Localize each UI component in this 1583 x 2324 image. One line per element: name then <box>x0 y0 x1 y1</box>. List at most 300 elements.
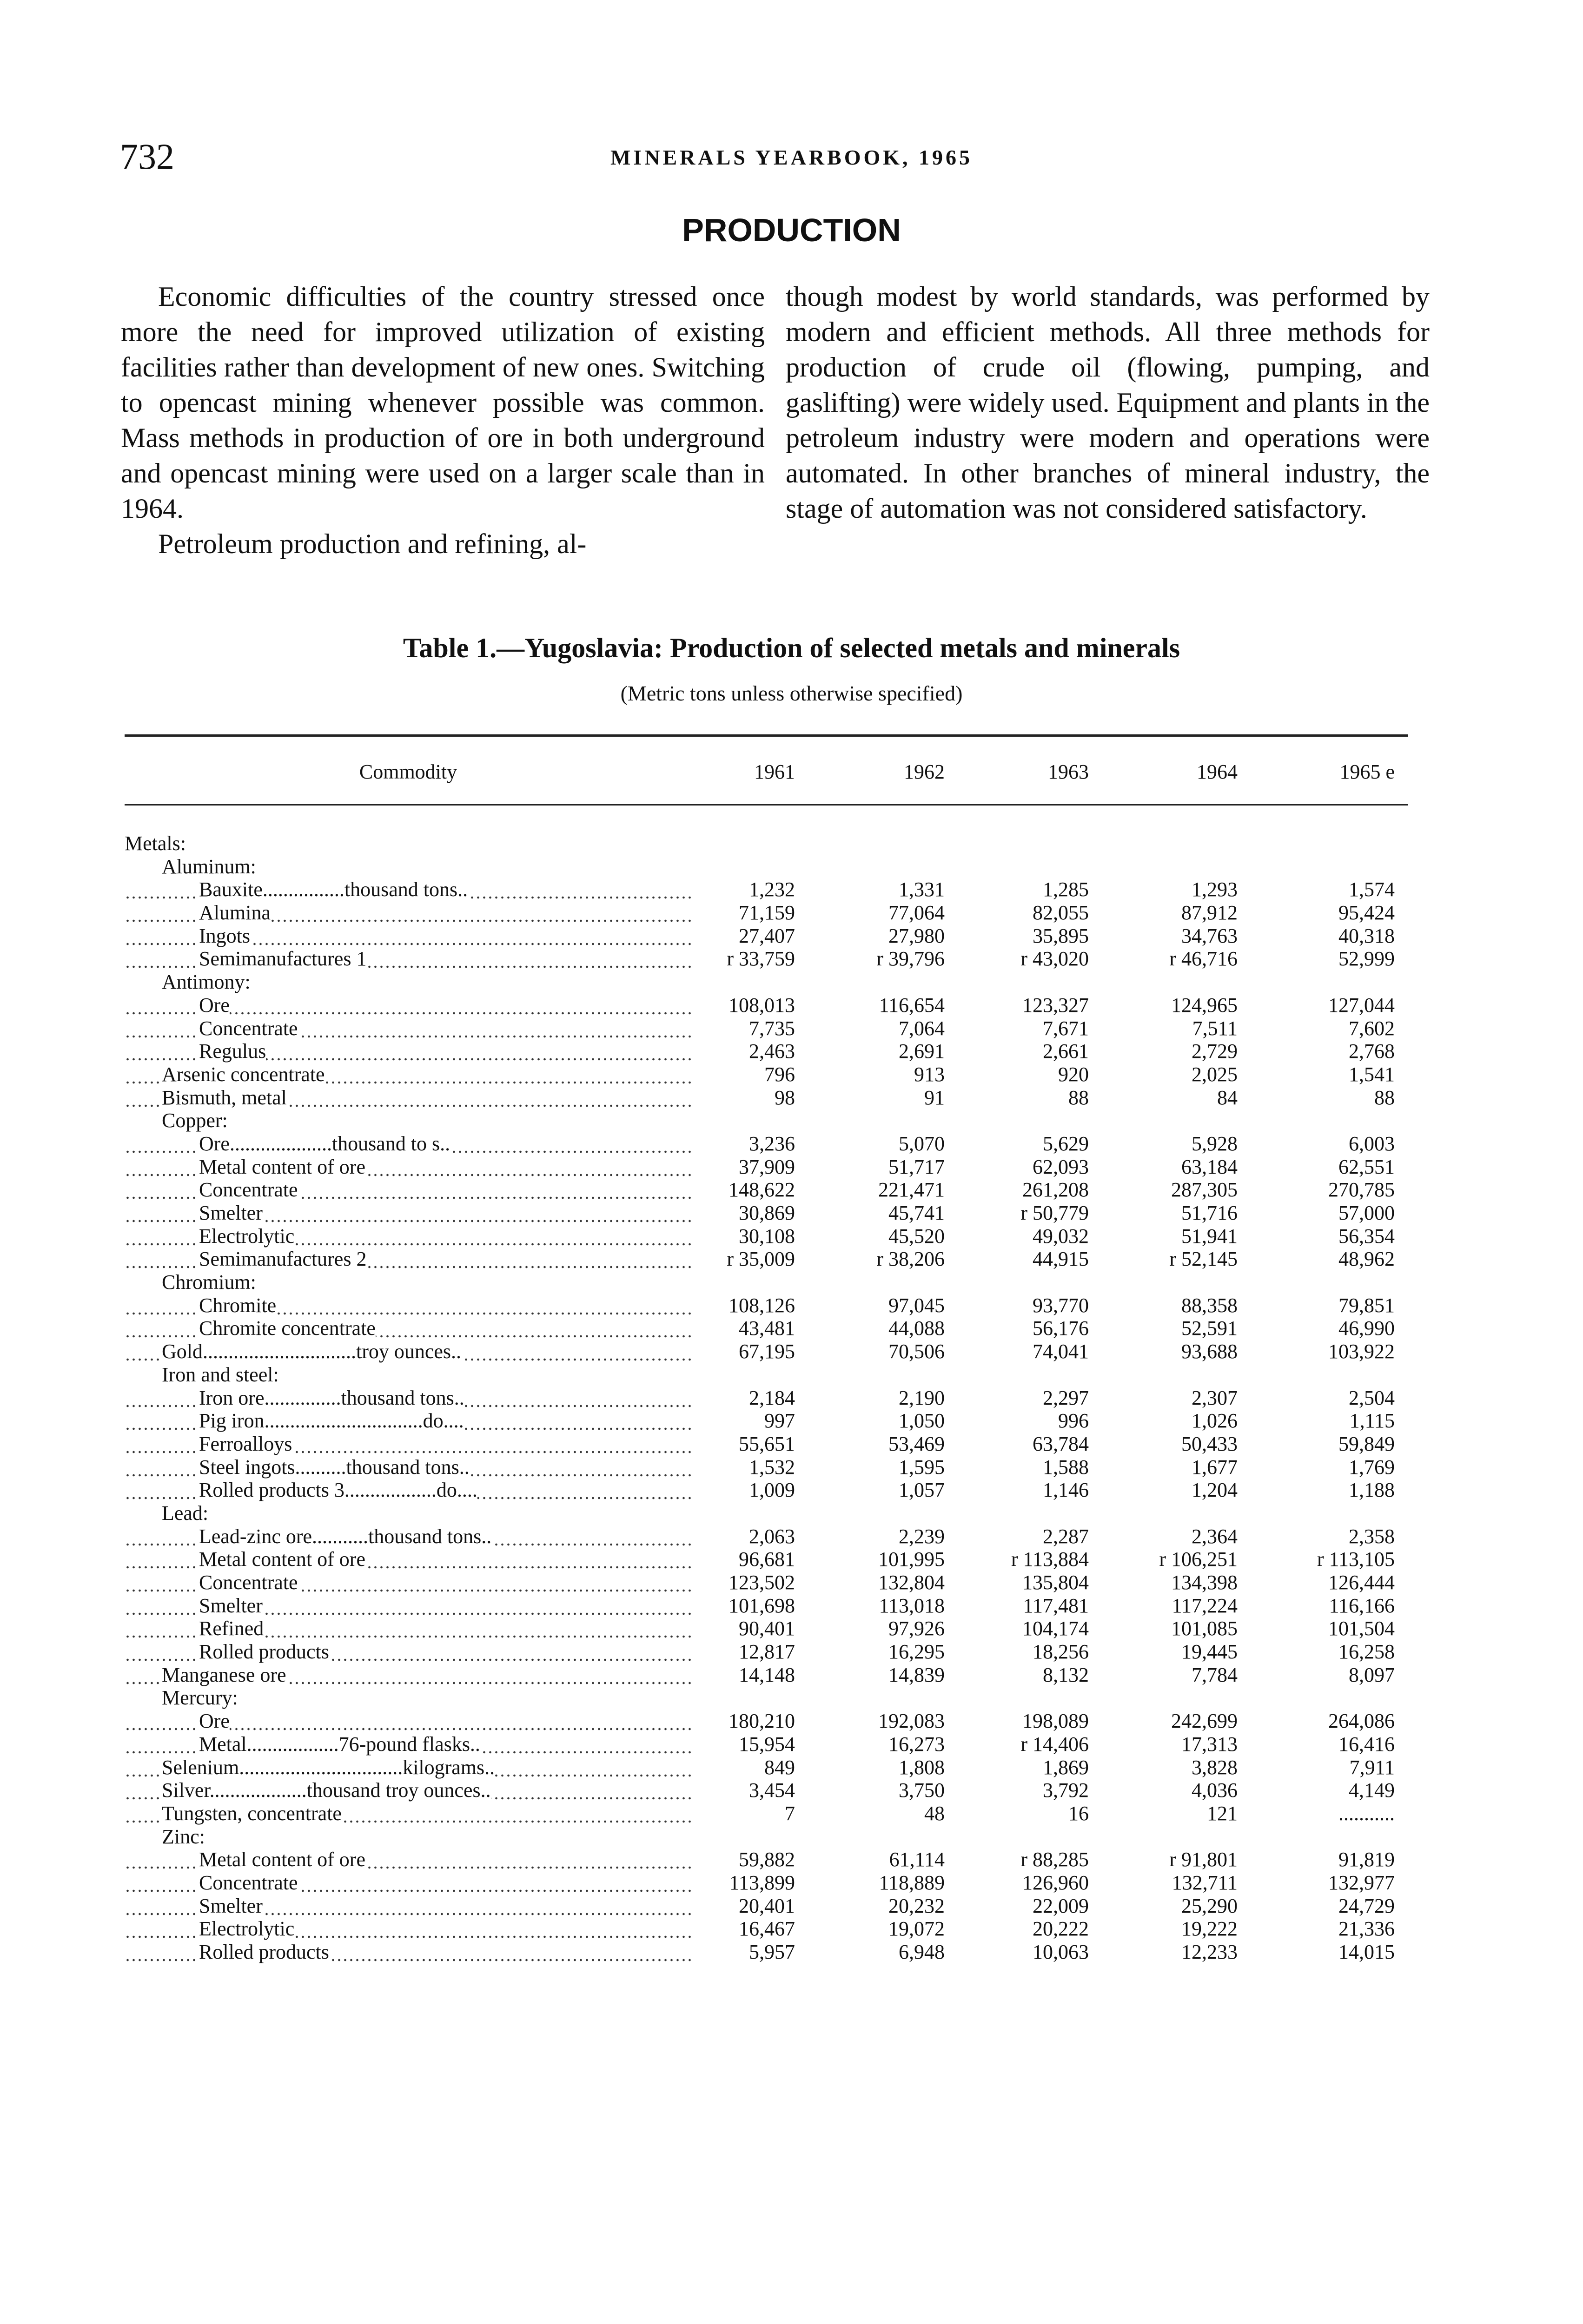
row-label <box>125 1710 692 1733</box>
cell-value: 6,948 <box>899 1941 945 1963</box>
table-row <box>125 1132 1408 1155</box>
cell-value: 2,063 <box>749 1525 795 1548</box>
cell-value: 2,691 <box>899 1040 945 1063</box>
cell-value: 88,358 <box>1181 1294 1238 1317</box>
cell-value: 44,915 <box>1033 1248 1089 1271</box>
cell-value: 16,273 <box>888 1732 945 1756</box>
cell-value: 1,057 <box>899 1479 945 1502</box>
cell-value: 1,050 <box>899 1409 945 1433</box>
cell-value: r 113,105 <box>1317 1548 1395 1571</box>
cell-value: 2,504 <box>1349 1386 1395 1409</box>
cell-value: 71,159 <box>739 901 795 924</box>
right-paragraph-1: though modest by world standards, was performed by modern and efficient methods. All three methods for production of crude oil (flowing, pumping, and gaslifting) were widely used. Equipment and plants in the petroleum industry were modern and operations were automated. In other branches of mineral industry, the stage of automation was not considered satisfactory. <box>786 281 1430 524</box>
cell-value: 1,588 <box>1043 1455 1089 1479</box>
cell-value: 30,869 <box>739 1202 795 1224</box>
cell-value: 45,741 <box>888 1202 945 1224</box>
row-label <box>125 1040 692 1063</box>
row-label-text: Rolled products 3..................do.... <box>199 1479 477 1502</box>
cell-value: 19,222 <box>1181 1917 1238 1941</box>
cell-value: 7,064 <box>899 1017 945 1040</box>
table-row <box>125 1571 1408 1594</box>
table-row <box>125 1086 1408 1109</box>
cell-value: 55,651 <box>739 1432 795 1455</box>
table-title: Table 1.—Yugoslavia: Production of selected metals and minerals <box>403 633 1180 663</box>
cell-value: 24,729 <box>1338 1894 1395 1917</box>
row-label-text: Zinc: <box>162 1825 205 1848</box>
cell-value: 45,520 <box>888 1224 945 1248</box>
cell-value: 264,086 <box>1328 1710 1395 1733</box>
table-row <box>125 1109 1408 1132</box>
row-label <box>125 1017 692 1040</box>
row-label-text: Chromium: <box>162 1271 256 1294</box>
table-row <box>125 1386 1408 1410</box>
row-label-text: Metal content of ore <box>199 1548 365 1571</box>
cell-value: 22,009 <box>1033 1894 1089 1917</box>
cell-value: ........... <box>1338 1802 1395 1825</box>
row-label-text: Metal content of ore <box>199 1155 365 1178</box>
cell-value: 1,285 <box>1043 878 1089 901</box>
cell-value: 123,502 <box>729 1571 795 1594</box>
cell-value: 7,602 <box>1349 1017 1395 1040</box>
row-label <box>125 947 692 971</box>
cell-value: r 50,779 <box>1020 1202 1089 1224</box>
row-label-text: Antimony: <box>162 971 251 994</box>
row-label-text: Alumina <box>199 901 271 924</box>
cell-value: 77,064 <box>888 901 945 924</box>
cell-value: 2,297 <box>1043 1386 1089 1409</box>
cell-value: 3,454 <box>749 1779 795 1802</box>
cell-value: 79,851 <box>1338 1294 1395 1317</box>
cell-value: 5,629 <box>1043 1132 1089 1155</box>
cell-value: 16,467 <box>739 1917 795 1941</box>
cell-value: 48 <box>924 1802 945 1825</box>
table-row <box>125 1479 1408 1502</box>
cell-value: 3,750 <box>899 1779 945 1802</box>
cell-value: 242,699 <box>1171 1710 1238 1733</box>
cell-value: 63,184 <box>1181 1155 1238 1178</box>
cell-value: 121 <box>1207 1802 1238 1825</box>
row-label <box>125 1895 692 1918</box>
row-label <box>125 878 692 901</box>
row-label <box>125 971 692 994</box>
cell-value: 7,735 <box>749 1017 795 1040</box>
cell-value: 101,995 <box>878 1548 945 1571</box>
table-row <box>125 1040 1408 1063</box>
cell-value: 103,922 <box>1328 1340 1395 1363</box>
left-column <box>121 279 765 561</box>
cell-value: 91,819 <box>1338 1848 1395 1871</box>
cell-value: 2,358 <box>1349 1525 1395 1548</box>
cell-value: 2,239 <box>899 1525 945 1548</box>
table-row <box>125 1664 1408 1687</box>
row-label-text: Chromite <box>199 1294 277 1317</box>
cell-value: r 14,406 <box>1020 1732 1089 1756</box>
cell-value: 2,364 <box>1192 1525 1238 1548</box>
cell-value: r 52,145 <box>1169 1248 1238 1271</box>
cell-value: 44,088 <box>888 1317 945 1340</box>
row-label <box>125 1941 692 1964</box>
cell-value: 90,401 <box>739 1617 795 1640</box>
table-row <box>125 1848 1408 1871</box>
cell-value: 57,000 <box>1338 1202 1395 1224</box>
cell-value: 97,045 <box>888 1294 945 1317</box>
cell-value: 2,184 <box>749 1386 795 1409</box>
cell-value: 16,416 <box>1338 1732 1395 1756</box>
row-label <box>125 1086 692 1109</box>
table-row <box>125 832 1408 855</box>
row-label <box>125 1733 692 1756</box>
cell-value: 67,195 <box>739 1340 795 1363</box>
cell-value: 132,804 <box>878 1571 945 1594</box>
cell-value: 5,957 <box>749 1941 795 1963</box>
table-row <box>125 1340 1408 1363</box>
cell-value: 1,331 <box>899 878 945 901</box>
cell-value: 21,336 <box>1338 1917 1395 1941</box>
row-label-text: Concentrate <box>199 1571 298 1594</box>
cell-value: 261,208 <box>1022 1178 1089 1202</box>
cell-value: 4,036 <box>1192 1779 1238 1802</box>
cell-value: 2,307 <box>1192 1386 1238 1409</box>
row-label <box>125 1132 692 1155</box>
cell-value: 1,293 <box>1192 878 1238 901</box>
table-row <box>125 1871 1408 1895</box>
cell-value: 1,204 <box>1192 1479 1238 1502</box>
row-label-text: Selenium................................kilograms.. <box>162 1756 495 1779</box>
row-label-text: Pig iron...............................do.... <box>199 1409 464 1433</box>
cell-value: 20,232 <box>888 1894 945 1917</box>
cell-value: 10,063 <box>1033 1941 1089 1963</box>
table-row <box>125 1225 1408 1248</box>
cell-value: 88 <box>1374 1086 1395 1109</box>
cell-value: r 91,801 <box>1169 1848 1238 1871</box>
cell-value: 48,962 <box>1338 1248 1395 1271</box>
cell-value: 59,882 <box>739 1848 795 1871</box>
row-label-text: Ferroalloys <box>199 1432 292 1455</box>
row-label <box>125 1409 692 1433</box>
cell-value: 3,236 <box>749 1132 795 1155</box>
cell-value: 70,506 <box>888 1340 945 1363</box>
cell-value: 50,433 <box>1181 1432 1238 1455</box>
cell-value: 123,327 <box>1022 993 1089 1017</box>
row-label <box>125 1363 692 1386</box>
cell-value: 148,622 <box>729 1178 795 1202</box>
table-row <box>125 1779 1408 1802</box>
cell-value: r 39,796 <box>876 947 945 971</box>
cell-value: 7,511 <box>1192 1017 1238 1040</box>
table-row <box>125 1409 1408 1433</box>
cell-value: 101,698 <box>729 1594 795 1617</box>
row-label-text: Electrolytic <box>199 1917 295 1941</box>
page-number: 732 <box>120 136 174 177</box>
cell-value: 14,839 <box>888 1663 945 1686</box>
cell-value: 1,677 <box>1192 1455 1238 1479</box>
row-label-text: Chromite concentrate <box>199 1317 376 1340</box>
cell-value: 51,716 <box>1181 1202 1238 1224</box>
cell-value: 1,026 <box>1192 1409 1238 1433</box>
row-label-text: Aluminum: <box>162 855 256 878</box>
table-row <box>125 1363 1408 1386</box>
row-label <box>125 1756 692 1779</box>
row-label <box>125 1063 692 1086</box>
cell-value: 1,574 <box>1349 878 1395 901</box>
cell-value: 51,941 <box>1181 1224 1238 1248</box>
table-row <box>125 1433 1408 1456</box>
cell-value: 192,083 <box>878 1710 945 1733</box>
cell-value: 126,960 <box>1022 1871 1089 1894</box>
row-label-text: Tungsten, concentrate <box>162 1802 342 1825</box>
cell-value: r 46,716 <box>1169 947 1238 971</box>
cell-value: 113,018 <box>879 1594 945 1617</box>
cell-value: 116,654 <box>879 993 945 1017</box>
cell-value: 996 <box>1058 1409 1089 1433</box>
row-label-text: Metal..................76-pound flasks.. <box>199 1732 480 1756</box>
cell-value: 43,481 <box>739 1317 795 1340</box>
row-label <box>125 1178 692 1202</box>
row-label <box>125 1225 692 1248</box>
row-label <box>125 1825 692 1849</box>
cell-value: 88 <box>1068 1086 1089 1109</box>
cell-value: 108,013 <box>729 993 795 1017</box>
cell-value: 113,899 <box>729 1871 795 1894</box>
row-label-text: Metals: <box>125 832 186 855</box>
cell-value: 1,115 <box>1349 1409 1395 1433</box>
table-row <box>125 1294 1408 1317</box>
cell-value: 52,999 <box>1338 947 1395 971</box>
cell-value: 180,210 <box>729 1710 795 1733</box>
cell-value: 35,895 <box>1033 924 1089 947</box>
cell-value: 17,313 <box>1181 1732 1238 1756</box>
cell-value: 2,661 <box>1043 1040 1089 1063</box>
table-row <box>125 1733 1408 1756</box>
row-label-text: Bismuth, metal <box>162 1086 287 1109</box>
cell-value: 40,318 <box>1338 924 1395 947</box>
cell-value: 84 <box>1217 1086 1238 1109</box>
cell-value: 1,009 <box>749 1479 795 1502</box>
left-paragraph-2: Petroleum production and refining, al- <box>158 528 587 559</box>
cell-value: 96,681 <box>739 1548 795 1571</box>
row-label <box>125 1640 692 1664</box>
row-label <box>125 1848 692 1871</box>
row-label <box>125 832 692 855</box>
row-label <box>125 1386 692 1410</box>
table-row <box>125 1756 1408 1779</box>
table-row <box>125 1456 1408 1479</box>
cell-value: 25,290 <box>1181 1894 1238 1917</box>
cell-value: 62,551 <box>1338 1155 1395 1178</box>
left-paragraph-1: Economic difficulties of the country stressed once more the need for improved utilization of existing facilities rather than development of new ones. Switching to opencast mining whenever possible was common. Mass methods in production of ore in both underground and opencast mining were used on a larger scale than in 1964. <box>121 281 765 524</box>
row-label <box>125 1479 692 1502</box>
cell-value: 95,424 <box>1338 901 1395 924</box>
row-label <box>125 1548 692 1571</box>
cell-value: r 38,206 <box>876 1248 945 1271</box>
cell-value: 117,481 <box>1023 1594 1089 1617</box>
cell-value: 5,070 <box>899 1132 945 1155</box>
cell-value: r 106,251 <box>1159 1548 1238 1571</box>
cell-value: 8,132 <box>1043 1663 1089 1686</box>
cell-value: r 33,759 <box>727 947 795 971</box>
cell-value: 135,804 <box>1022 1571 1089 1594</box>
row-label <box>125 1686 692 1710</box>
table-row <box>125 994 1408 1017</box>
cell-value: 19,072 <box>888 1917 945 1941</box>
cell-value: 132,711 <box>1172 1871 1238 1894</box>
cell-value: 82,055 <box>1033 901 1089 924</box>
row-label <box>125 1271 692 1294</box>
row-label-text: Semimanufactures 2 <box>199 1248 367 1271</box>
row-label-text: Refined <box>199 1617 264 1640</box>
cell-value: 6,003 <box>1349 1132 1395 1155</box>
cell-value: 20,401 <box>739 1894 795 1917</box>
table-row <box>125 1202 1408 1225</box>
row-label-text: Manganese ore <box>162 1663 286 1686</box>
row-label-text: Ore <box>199 1710 230 1733</box>
row-label <box>125 1456 692 1479</box>
row-label <box>125 1594 692 1618</box>
cell-value: 920 <box>1058 1063 1089 1086</box>
cell-value: r 35,009 <box>727 1248 795 1271</box>
row-label <box>125 1109 692 1132</box>
row-label <box>125 1617 692 1640</box>
cell-value: r 43,020 <box>1020 947 1089 971</box>
row-label <box>125 1502 692 1525</box>
cell-value: 913 <box>914 1063 945 1086</box>
cell-value: 27,980 <box>888 924 945 947</box>
row-label-text: Ore <box>199 993 230 1017</box>
cell-value: 7,784 <box>1192 1663 1238 1686</box>
cell-value: 61,114 <box>889 1848 945 1871</box>
cell-value: 7,911 <box>1349 1756 1395 1779</box>
cell-value: 2,190 <box>899 1386 945 1409</box>
table-row <box>125 1548 1408 1571</box>
cell-value: 796 <box>764 1063 795 1086</box>
cell-value: 221,471 <box>878 1178 945 1202</box>
table-row <box>125 1502 1408 1525</box>
row-label <box>125 1779 692 1802</box>
right-column <box>786 279 1430 526</box>
table-row <box>125 1825 1408 1849</box>
row-label <box>125 1571 692 1594</box>
table-row <box>125 855 1408 878</box>
cell-value: r 113,884 <box>1011 1548 1089 1571</box>
column-header-1962: 1962 <box>904 760 945 783</box>
cell-value: 5,928 <box>1192 1132 1238 1155</box>
cell-value: 2,729 <box>1192 1040 1238 1063</box>
row-label <box>125 1317 692 1340</box>
row-label-text: Ore....................thousand to s.. <box>199 1132 450 1155</box>
row-label-text: Silver...................thousand troy ounces.. <box>162 1779 491 1802</box>
row-label-text: Iron and steel: <box>162 1363 279 1386</box>
table-row <box>125 971 1408 994</box>
row-label <box>125 1802 692 1825</box>
cell-value: 62,093 <box>1033 1155 1089 1178</box>
cell-value: 20,222 <box>1033 1917 1089 1941</box>
cell-value: 1,595 <box>899 1455 945 1479</box>
cell-value: 101,504 <box>1328 1617 1395 1640</box>
row-label-text: Iron ore...............thousand tons.. <box>199 1386 464 1409</box>
table-row <box>125 901 1408 924</box>
row-label <box>125 901 692 924</box>
section-title: PRODUCTION <box>682 212 901 248</box>
cell-value: 93,770 <box>1033 1294 1089 1317</box>
cell-value: 97,926 <box>888 1617 945 1640</box>
cell-value: 19,445 <box>1181 1640 1238 1664</box>
cell-value: 116,166 <box>1329 1594 1395 1617</box>
cell-value: 101,085 <box>1171 1617 1238 1640</box>
cell-value: 134,398 <box>1171 1571 1238 1594</box>
table-header-rule <box>125 804 1408 805</box>
row-label-text: Mercury: <box>162 1686 238 1710</box>
column-header-1961: 1961 <box>754 760 795 783</box>
cell-value: 3,792 <box>1043 1779 1089 1802</box>
row-label-text: Gold..............................troy ounces.. <box>162 1340 462 1363</box>
row-label <box>125 1155 692 1179</box>
cell-value: 34,763 <box>1181 924 1238 947</box>
row-label-text: Regulus <box>199 1040 266 1063</box>
table-row <box>125 878 1408 901</box>
column-header-1963: 1963 <box>1048 760 1089 783</box>
cell-value: 14,015 <box>1338 1941 1395 1963</box>
table-row <box>125 1640 1408 1664</box>
table-row <box>125 1017 1408 1040</box>
row-label-text: Smelter <box>199 1894 263 1917</box>
row-label-text: Steel ingots..........thousand tons.. <box>199 1455 470 1479</box>
table-row <box>125 1710 1408 1733</box>
cell-value: 8,097 <box>1349 1663 1395 1686</box>
cell-value: 108,126 <box>729 1294 795 1317</box>
row-label <box>125 1248 692 1271</box>
cell-value: 49,032 <box>1033 1224 1089 1248</box>
table-row <box>125 924 1408 948</box>
row-label <box>125 1664 692 1687</box>
cell-value: 2,463 <box>749 1040 795 1063</box>
table-row <box>125 1525 1408 1548</box>
row-label-text: Electrolytic <box>199 1224 295 1248</box>
row-label-text: Smelter <box>199 1202 263 1224</box>
cell-value: 12,817 <box>739 1640 795 1664</box>
cell-value: 104,174 <box>1022 1617 1089 1640</box>
row-label-text: Metal content of ore <box>199 1848 365 1871</box>
row-label-text: Rolled products <box>199 1941 329 1963</box>
row-label-text: Ingots <box>199 924 250 947</box>
cell-value: 53,469 <box>888 1432 945 1455</box>
cell-value: 51,717 <box>888 1155 945 1178</box>
cell-value: 30,108 <box>739 1224 795 1248</box>
cell-value: 1,188 <box>1349 1479 1395 1502</box>
cell-value: 18,256 <box>1033 1640 1089 1664</box>
row-label-text: Arsenic concentrate <box>162 1063 325 1086</box>
cell-value: 98 <box>775 1086 795 1109</box>
row-label-text: Copper: <box>162 1109 228 1132</box>
cell-value: 56,354 <box>1338 1224 1395 1248</box>
cell-value: 15,954 <box>739 1732 795 1756</box>
cell-value: 1,146 <box>1043 1479 1089 1502</box>
row-label <box>125 1340 692 1363</box>
cell-value: 16,258 <box>1338 1640 1395 1664</box>
cell-value: 16,295 <box>888 1640 945 1664</box>
column-header-1964: 1964 <box>1197 760 1238 783</box>
table-row <box>125 1941 1408 1964</box>
column-header-1965: 1965 e <box>1339 760 1395 783</box>
cell-value: 59,849 <box>1338 1432 1395 1455</box>
cell-value: 56,176 <box>1033 1317 1089 1340</box>
cell-value: 124,965 <box>1171 993 1238 1017</box>
cell-value: 1,232 <box>749 878 795 901</box>
table-row <box>125 1155 1408 1179</box>
cell-value: 2,287 <box>1043 1525 1089 1548</box>
cell-value: 1,769 <box>1349 1455 1395 1479</box>
cell-value: 27,407 <box>739 924 795 947</box>
cell-value: 87,912 <box>1181 901 1238 924</box>
